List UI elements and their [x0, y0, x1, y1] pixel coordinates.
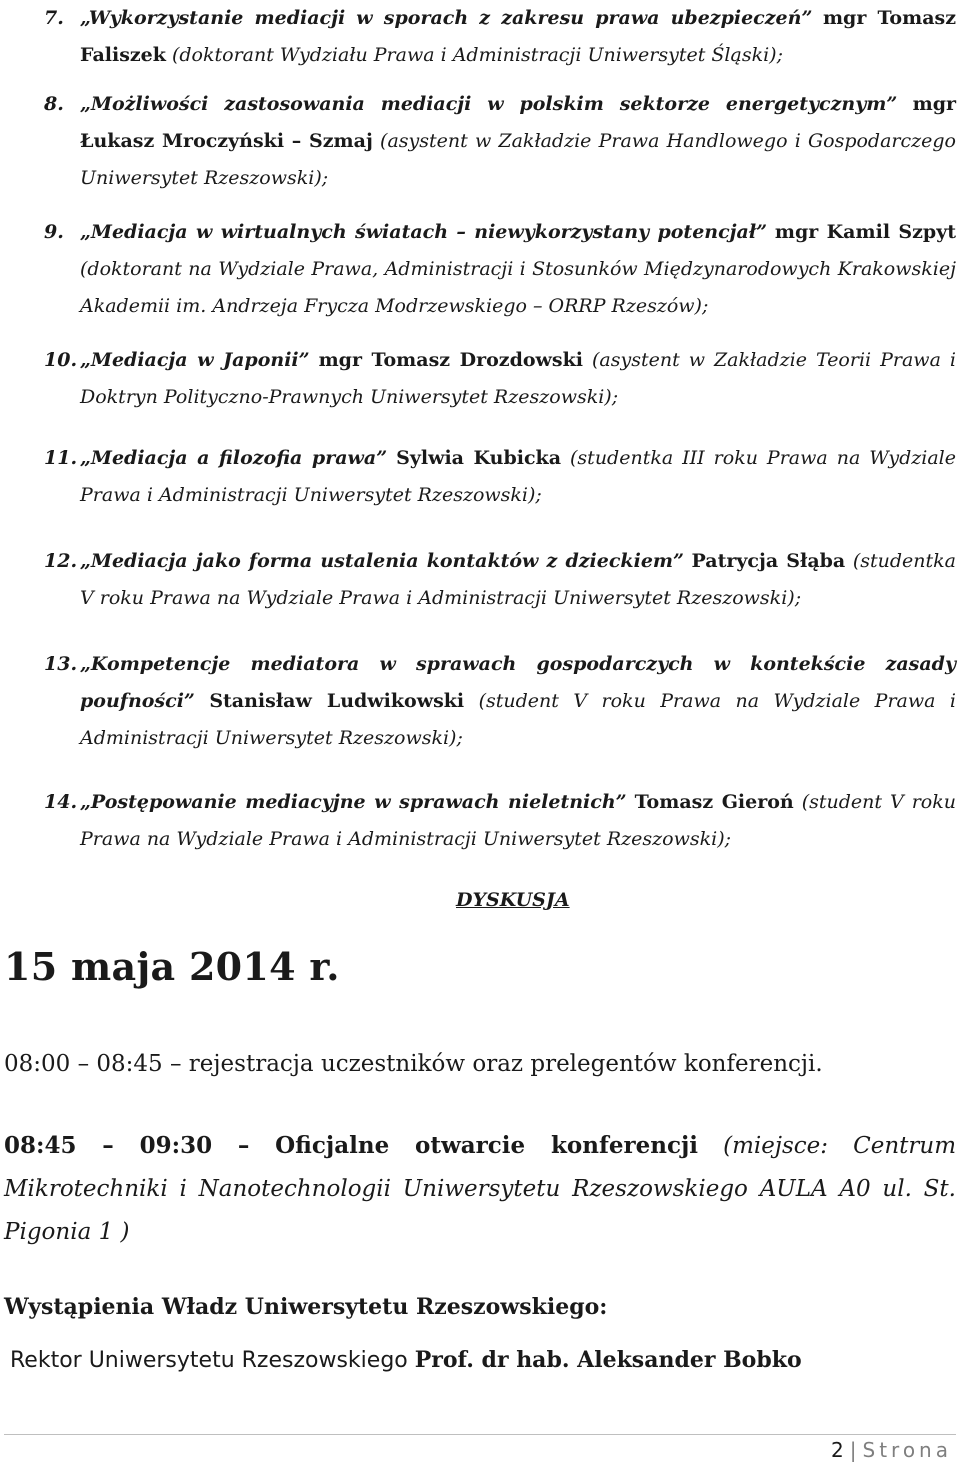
item-author: mgr Tomasz Faliszek [80, 7, 956, 66]
item-affiliation: (asystent w Zakładzie Prawa Handlowego i Gospodarczego Uniwersytet Rzeszowski); [80, 130, 956, 189]
item-affiliation: (studentka III roku Prawa na Wydziale Prawa i Administracji Uniwersytet Rzeszowski); [80, 447, 957, 506]
rector-name: Prof. dr hab. Aleksander Bobko [414, 1347, 802, 1373]
program-item-14 [44, 784, 956, 858]
item-title: „Mediacja w Japonii” [80, 349, 310, 371]
page-word: Strona [862, 1438, 952, 1462]
rector-line [10, 1347, 802, 1373]
item-author: mgr Tomasz Drozdowski [318, 349, 583, 371]
item-author: Sylwia Kubicka [396, 447, 562, 469]
item-affiliation: (asystent w Zakładzie Teorii Prawa i Doktryn Polityczno-Prawnych Uniwersytet Rzeszowski); [80, 349, 956, 408]
item-number: 14. [44, 791, 78, 813]
opening-place: (miejsce: Centrum Mikrotechniki i Nanotechnologii Uniwersytetu Rzeszowskiego AULA A0 ul. St. Pigonia 1 ) [4, 1133, 957, 1245]
footer-divider [4, 1434, 956, 1435]
item-affiliation: (doktorant na Wydziale Prawa, Administracji i Stosunków Międzynarodowych Krakowskiej Akademii im. Andrzeja Frycza Modrzewskiego – ORRP Rzeszów); [80, 258, 956, 317]
item-number: 9. [44, 221, 64, 243]
program-item-10 [44, 342, 956, 416]
footer-separator: | [849, 1438, 857, 1462]
date-heading: 15 maja 2014 r. [4, 944, 340, 989]
item-author: Stanisław Ludwikowski [209, 690, 465, 712]
program-item-7 [44, 0, 956, 74]
item-affiliation: (student V roku Prawa na Wydziale Prawa i Administracji Uniwersytet Rzeszowski); [80, 690, 956, 749]
item-author: mgr Kamil Szpyt [774, 221, 957, 243]
item-affiliation: (student V roku Prawa na Wydziale Prawa i Administracji Uniwersytet Rzeszowski); [80, 791, 957, 850]
page-number: 2 [831, 1438, 844, 1462]
item-author: Patrycja Słąba [691, 550, 846, 572]
item-title: „Mediacja w wirtualnych światach – niewykorzystany potencjał” [80, 221, 768, 243]
item-number: 7. [44, 7, 64, 29]
schedule-registration: 08:00 – 08:45 – rejestracja uczestników oraz prelegentów konferencji. [4, 1051, 823, 1077]
item-title: „Kompetencje mediatora w sprawach gospodarczych w kontekście zasady poufności” [80, 653, 956, 712]
program-item-12 [44, 543, 956, 617]
item-author: Tomasz Gieroń [634, 791, 794, 813]
item-number: 13. [44, 653, 78, 675]
item-affiliation: (doktorant Wydziału Prawa i Administracji Uniwersytet Śląski); [171, 44, 783, 66]
opening-time-title: 08:45 – 09:30 – Oficjalne otwarcie konferencji [4, 1132, 699, 1159]
item-affiliation: (studentka V roku Prawa na Wydziale Prawa i Administracji Uniwersytet Rzeszowski); [80, 550, 956, 609]
program-item-9 [44, 214, 956, 325]
item-title: „Wykorzystanie mediacji w sporach z zakresu prawa ubezpieczeń” [80, 7, 813, 29]
item-number: 8. [44, 93, 64, 115]
discussion-heading: DYSKUSJA [456, 889, 570, 911]
item-title: „Możliwości zastosowania mediacji w polskim sektorze energetycznym” [80, 93, 898, 115]
page-footer [831, 1438, 952, 1462]
item-title: „Postępowanie mediacyjne w sprawach nieletnich” [80, 791, 627, 813]
item-title: „Mediacja jako forma ustalenia kontaktów z dzieckiem” [80, 550, 684, 572]
item-author: mgr Łukasz Mroczyński – Szmaj [80, 93, 956, 152]
authorities-heading: Wystąpienia Władz Uniwersytetu Rzeszowskiego: [4, 1294, 608, 1320]
schedule-opening [4, 1124, 956, 1254]
item-number: 11. [44, 447, 78, 469]
rector-label: Rektor Uniwersytetu Rzeszowskiego [10, 1348, 408, 1373]
item-number: 10. [44, 349, 78, 371]
program-item-8 [44, 86, 956, 197]
item-number: 12. [44, 550, 78, 572]
program-item-11 [44, 440, 956, 514]
item-title: „Mediacja a filozofia prawa” [80, 447, 388, 469]
program-item-13 [44, 646, 956, 757]
